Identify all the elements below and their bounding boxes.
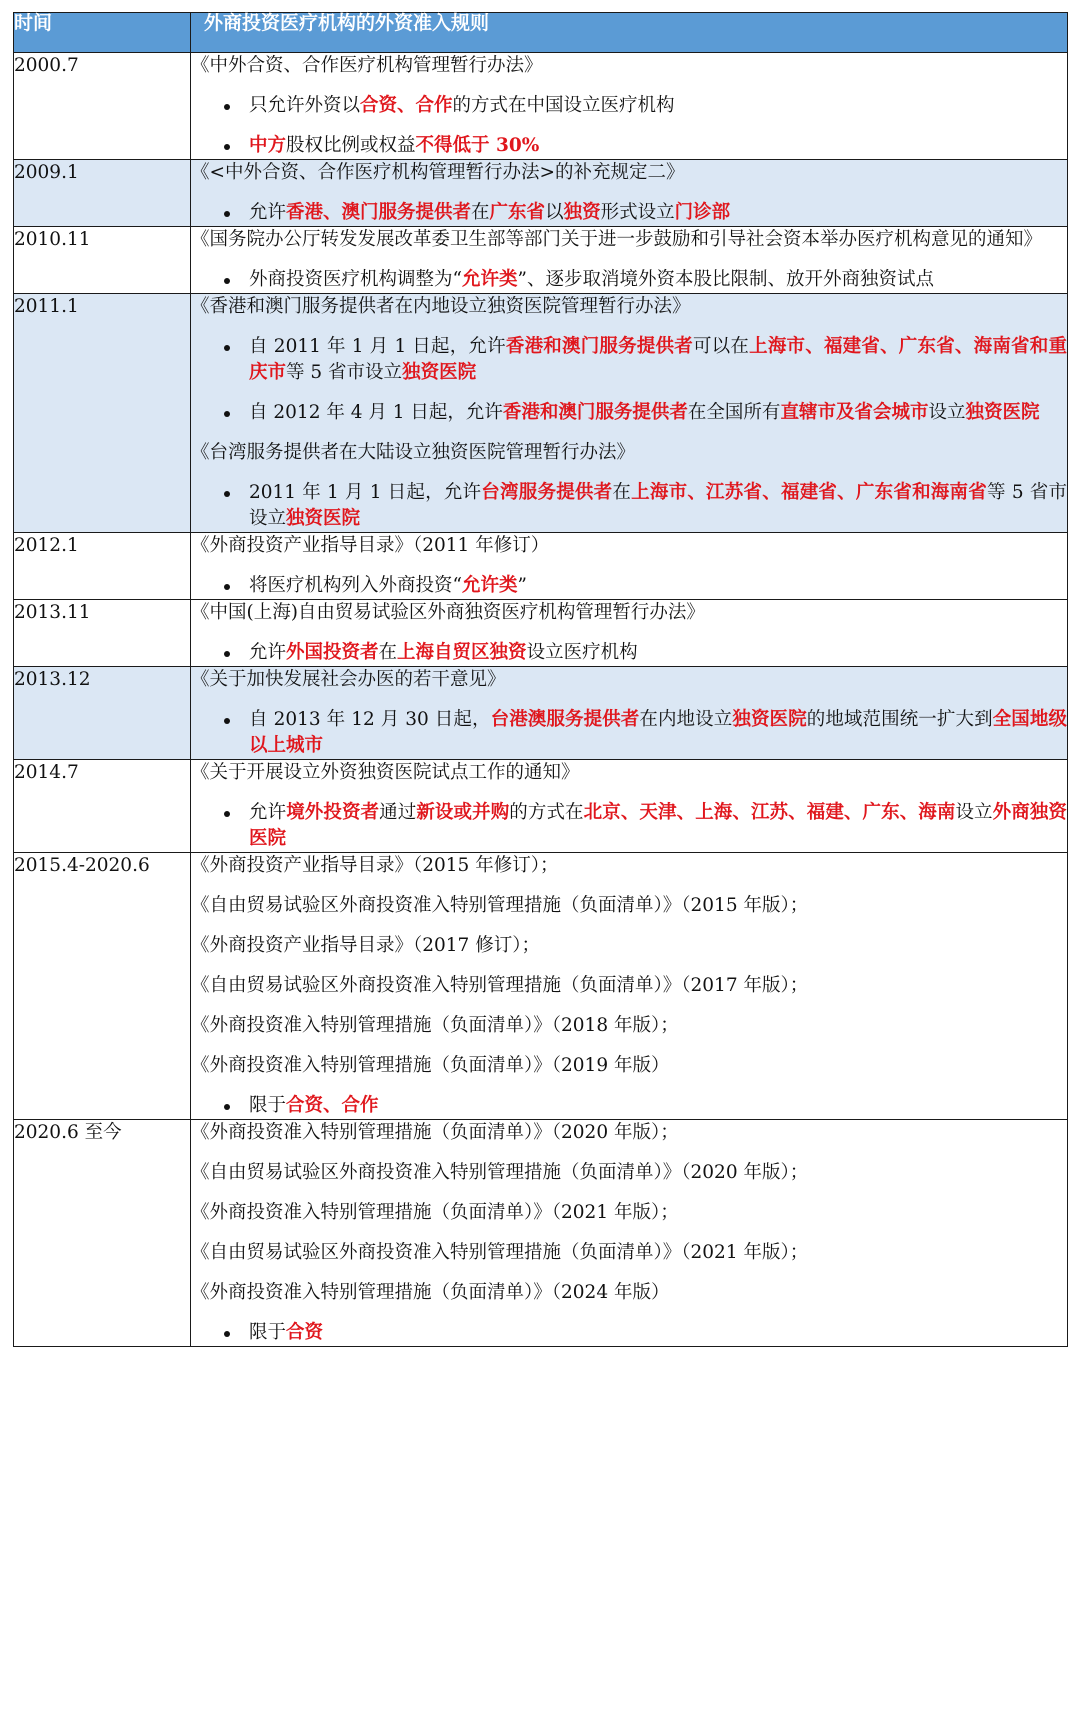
row-rules [191,760,1068,853]
regulation-document: 《外商投资产业指导目录》（2011 年修订） [191,535,550,556]
table-row [14,53,1068,160]
row-date: 2010.11 [14,227,191,294]
row-rules [191,1120,1068,1347]
regulation-document: 《台湾服务提供者在大陆设立独资医院管理暂行办法》 [191,442,636,463]
table-row [14,227,1068,294]
regulation-document: 《自由贸易试验区外商投资准入特别管理措施（负面清单）》（2017 年版）； [191,975,809,996]
table-row [14,294,1068,533]
regulation-document: 《外商投资准入特别管理措施（负面清单）》（2020 年版）； [191,1122,679,1143]
table-header-row [14,13,1068,53]
row-date: 2020.6 至今 [14,1120,191,1347]
regulation-document: 《自由贸易试验区外商投资准入特别管理措施（负面清单）》（2021 年版）； [191,1242,809,1263]
bullet-item: 自 2011 年 1 月 1 日起，允许香港和澳门服务提供者可以在上海市、福建省、广东省、海南省和重庆市等 5 省市设立独资医院 [191,334,1067,386]
table-row [14,1120,1068,1347]
row-date: 2015.4-2020.6 [14,853,191,1120]
bullet-item: 允许外国投资者在上海自贸区独资设立医疗机构 [191,640,1067,666]
regulation-table [13,12,1068,1347]
table-row [14,160,1068,227]
regulation-document: 《外商投资产业指导目录》（2015 年修订）； [191,855,559,876]
row-date: 2000.7 [14,53,191,160]
bullet-item: 只允许外资以合资、合作的方式在中国设立医疗机构 [191,93,1067,119]
regulation-document: 《香港和澳门服务提供者在内地设立独资医院管理暂行办法》 [191,296,691,317]
table-row [14,600,1068,667]
row-date: 2012.1 [14,533,191,600]
regulation-document: 《外商投资准入特别管理措施（负面清单）》（2021 年版）； [191,1202,679,1223]
row-date: 2014.7 [14,760,191,853]
header-time: 时间 [14,13,191,53]
regulation-document: 《自由贸易试验区外商投资准入特别管理措施（负面清单）》（2020 年版）； [191,1162,809,1183]
bullet-item: 自 2013 年 12 月 30 日起，台港澳服务提供者在内地设立独资医院的地域范围统一扩大到全国地级以上城市 [191,707,1067,759]
bullet-item: 允许境外投资者通过新设或并购的方式在北京、天津、上海、江苏、福建、广东、海南设立外商独资医院 [191,800,1067,852]
regulation-document: 《中外合资、合作医疗机构管理暂行办法》 [191,55,543,76]
bullet-item: 限于合资 [191,1320,1067,1346]
row-date: 2013.12 [14,667,191,760]
row-rules [191,853,1068,1120]
row-rules [191,600,1068,667]
header-rules: 外商投资医疗机构的外资准入规则 [191,13,1068,53]
bullet-item: 限于合资、合作 [191,1093,1067,1119]
row-date: 2009.1 [14,160,191,227]
bullet-item: 将医疗机构列入外商投资“允许类” [191,573,1067,599]
row-date: 2013.11 [14,600,191,667]
regulation-document: 《外商投资准入特别管理措施（负面清单）》（2024 年版） [191,1282,670,1303]
regulation-document: 《<中外合资、合作医疗机构管理暂行办法>的补充规定二》 [191,162,685,183]
row-rules [191,533,1068,600]
row-rules [191,53,1068,160]
row-date: 2011.1 [14,294,191,533]
row-rules [191,667,1068,760]
regulation-document: 《国务院办公厅转发发展改革委卫生部等部门关于进一步鼓励和引导社会资本举办医疗机构意见的通知》 [191,229,1043,250]
bullet-item: 2011 年 1 月 1 日起，允许台湾服务提供者在上海市、江苏省、福建省、广东省和海南省等 5 省市设立独资医院 [191,480,1067,532]
table-row [14,760,1068,853]
regulation-table-wrapper [13,12,1067,1347]
regulation-document: 《外商投资准入特别管理措施（负面清单）》（2018 年版）； [191,1015,679,1036]
bullet-item: 中方股权比例或权益不得低于 30% [191,133,1067,159]
regulation-document: 《外商投资产业指导目录》（2017 修订）； [191,935,540,956]
regulation-document: 《关于开展设立外资独资医院试点工作的通知》 [191,762,580,783]
row-rules [191,227,1068,294]
row-rules [191,294,1068,533]
table-row [14,667,1068,760]
regulation-document: 《关于加快发展社会办医的若干意见》 [191,669,506,690]
table-row [14,533,1068,600]
bullet-item: 允许香港、澳门服务提供者在广东省以独资形式设立门诊部 [191,200,1067,226]
regulation-document: 《自由贸易试验区外商投资准入特别管理措施（负面清单）》（2015 年版）； [191,895,809,916]
bullet-item: 外商投资医疗机构调整为“允许类”、逐步取消境外资本股比限制、放开外商独资试点 [191,267,1067,293]
row-rules [191,160,1068,227]
regulation-document: 《中国(上海)自由贸易试验区外商独资医疗机构管理暂行办法》 [191,602,705,623]
table-row [14,853,1068,1120]
regulation-document: 《外商投资准入特别管理措施（负面清单）》（2019 年版） [191,1055,670,1076]
bullet-item: 自 2012 年 4 月 1 日起，允许香港和澳门服务提供者在全国所有直辖市及省会城市设立独资医院 [191,400,1067,426]
